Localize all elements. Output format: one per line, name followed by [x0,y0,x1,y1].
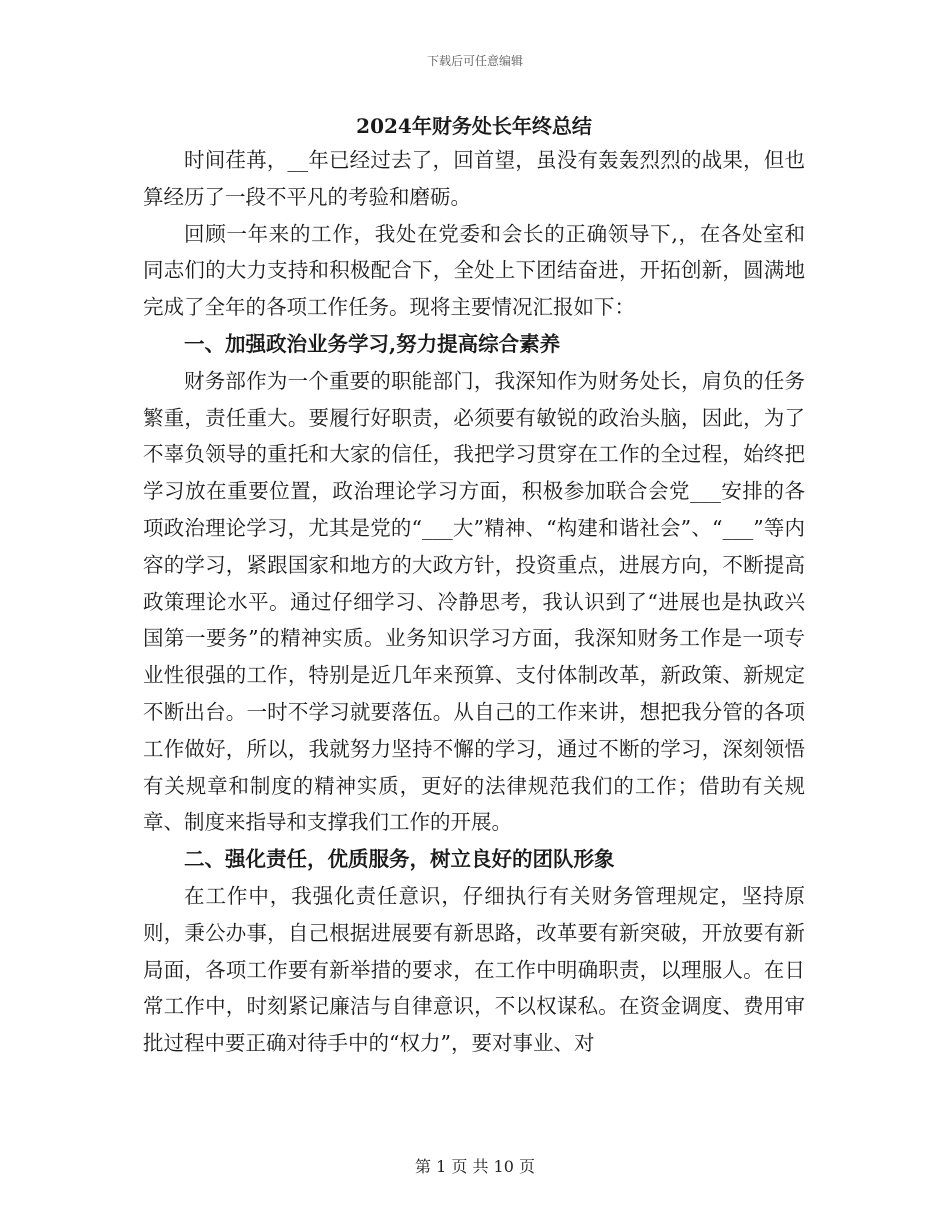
intro-paragraph-1: 时间荏苒，__年已经过去了，回首望，虽没有轰轰烈烈的战果，但也算经历了一段不平凡的考验和磨砺。 [143,148,805,209]
section-2-body: 在工作中，我强化责任意识，仔细执行有关财务管理规定，坚持原则，秉公办事，自己根据进展要有新思路，改革要有新突破，开放要有新局面，各项工作要有新举措的要求，在工作中明确职责，以理服人。在日常工作中，时刻紧记廉洁与自律意识，不以权谋私。在资金调度、费用审批过程中要正确对待手中的“权力”，要对事业、对 [143,883,805,1056]
section-2-heading: 二、强化责任，优质服务，树立良好的团队形象 [184,847,615,872]
page-footer: 第 1 页 共 10 页 [415,1157,535,1176]
document-body [143,110,805,1062]
section-1-heading: 一、加强政治业务学习,努力提高综合素养 [184,331,561,356]
document-title: 2024年财务处长年终总结 [356,114,592,138]
intro-paragraph-2: 回顾一年来的工作，我处在党委和会长的正确领导下,，在各处室和同志们的大力支持和积极配合下，全处上下团结奋进，开拓创新，圆满地完成了全年的各项工作任务。现将主要情况汇报如下： [143,221,805,320]
section-1-body: 财务部作为一个重要的职能部门，我深知作为财务处长，肩负的任务繁重，责任重大。要履行好职责，必须要有敏锐的政治头脑，因此，为了不辜负领导的重托和大家的信任，我把学习贯穿在工作的全过程，始终把学习放在重要位置，政治理论学习方面，积极参加联合会党___安排的各项政治理论学习，尤其是党的“___大”精神、“构建和谐社会”、“___”等内容的学习，紧跟国家和地方的大政方针，投资重点，进展方向，不断提高政策理论水平。通过仔细学习、冷静思考，我认识到了“进展也是执政兴国第一要务”的精神实质。业务知识学习方面，我深知财务工作是一项专业性很强的工作，特别是近几年来预算、支付体制改革，新政策、新规定不断出台。一时不学习就要落伍。从自己的工作来讲，想把我分管的各项工作做好，所以，我就努力坚持不懈的学习，通过不断的学习，深刻领悟有关规章和制度的精神实质，更好的法律规范我们的工作；借助有关规章、制度来指导和支撑我们工作的开展。 [143,368,805,835]
header-note: 下载后可任意编辑 [426,54,523,68]
